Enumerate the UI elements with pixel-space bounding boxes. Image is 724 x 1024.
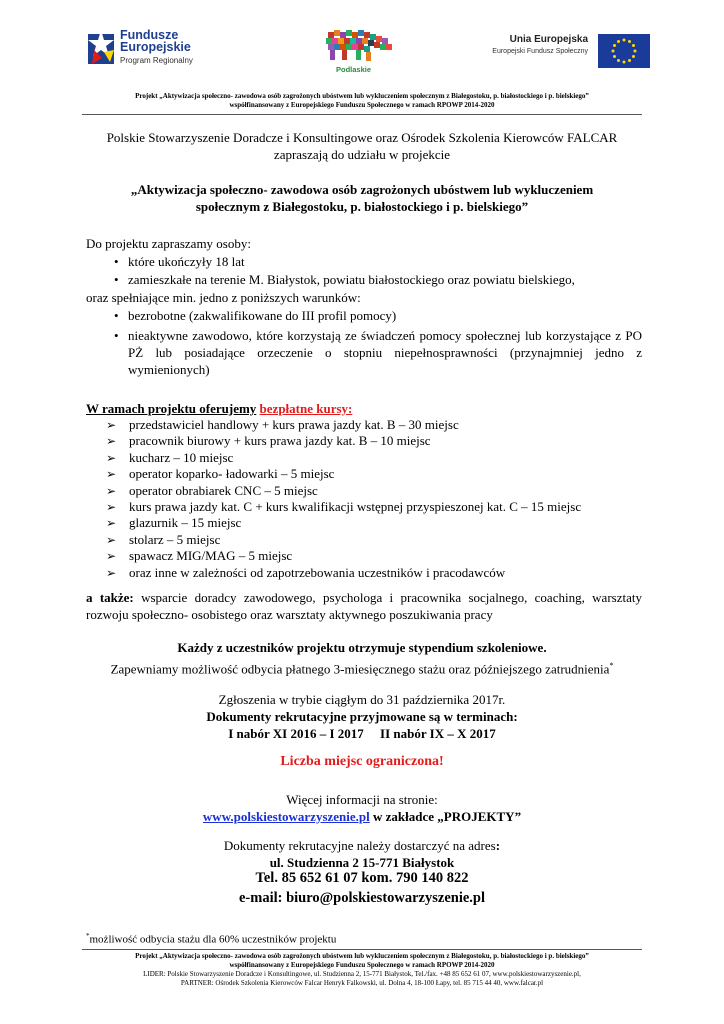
intro-line1: Polskie Stowarzyszenie Doradcze i Konsultingowe oraz Ośrodek Szkolenia Kierowców FALCAR [106, 130, 618, 145]
footer-line3: LIDER: Polskie Stowarzyszenie Doradcze i Konsultingowe, ul. Studzienna 2, 15-771 Białystok, Tel./fax. +48 85 652 61 07, www.polskiestowarzyszenie.pl, [143, 970, 581, 978]
contact-lead: Dokumenty rekrutacyjne należy dostarczyć na adres [223, 838, 496, 853]
contact-address: ul. Studzienna 2 15-771 Białystok [269, 855, 455, 870]
course-item-text: oraz inne w zależności od zapotrzebowania uczestników i pracodawców [129, 564, 506, 580]
course-item [106, 565, 646, 581]
condition-bullet-text: bezrobotne (zakwalifikowane do III profil pomocy) [128, 308, 397, 323]
bison-mosaic-icon [320, 28, 406, 66]
application-deadline: Zgłoszenia w trybie ciągłym do 31 października 2017r. [218, 692, 506, 707]
header-project-note [60, 92, 664, 110]
also-text: wsparcie doradcy zawodowego, psychologa i pracownika socjalnego, coaching, warsztaty rozwoju społeczno- osobistego oraz warsztaty aktywnego poszukiwania pracy [86, 590, 642, 622]
header-note-line1: Projekt „Aktywizacja społeczno- zawodowa osób zagrożonych ubóstwem lub wykluczeniem społecznym z Białegostoku, p. białostockiego i p. bielskiego” [135, 92, 589, 100]
limited-places: Liczba miejsc ograniczona! [280, 754, 444, 769]
course-item [106, 548, 646, 564]
contact-phone: Tel. 85 652 61 07 kom. 790 140 822 [255, 870, 469, 886]
course-item [106, 483, 646, 499]
arrow-bullet-icon: ➢ [106, 434, 117, 449]
course-item [106, 417, 646, 433]
podlaskie-label: Podlaskie [336, 65, 372, 74]
contact-email[interactable]: e-mail: biuro@polskiestowarzyszenie.pl [238, 890, 485, 906]
footer [40, 952, 684, 988]
arrow-bullet-icon: ➢ [106, 450, 117, 465]
bullet-dot-icon: • [114, 272, 119, 287]
course-item [106, 532, 646, 548]
recruitment-terms: Dokumenty rekrutacyjne przyjmowane są w terminach: [206, 709, 518, 724]
course-item-text: glazurnik – 15 miejsc [129, 515, 242, 531]
footer-divider [82, 949, 642, 950]
course-item-text: pracownik biurowy + kurs prawa jazdy kat. B – 10 miejsc [129, 433, 431, 449]
arrow-bullet-icon: ➢ [106, 467, 117, 482]
condition-bullet [114, 327, 642, 378]
bullet-dot-icon: • [114, 328, 119, 343]
website-link[interactable]: www.polskiestowarzyszenie.pl [202, 809, 370, 824]
eu-flag-icon [598, 34, 650, 68]
course-item-text: operator koparko- ładowarki – 5 miejsc [129, 466, 335, 482]
contact-lead-colon: : [495, 838, 501, 853]
intro-text [60, 129, 664, 163]
course-item [106, 433, 646, 449]
eligibility-bullet [114, 253, 642, 270]
arrow-bullet-icon: ➢ [106, 565, 117, 580]
courses-heading-free: bezpłatne kursy: [259, 401, 353, 416]
fe-logo-line2: Europejskie [120, 40, 191, 54]
arrow-bullet-icon: ➢ [106, 500, 117, 514]
course-item [106, 515, 646, 531]
course-item-text: operator obrabiarek CNC – 5 miejsc [129, 482, 318, 498]
footnote-text: możliwość odbycia stażu dla 60% uczestników projektu [89, 933, 337, 946]
fe-logo-line3: Program Regionalny [120, 56, 193, 65]
info-lead: Więcej informacji na stronie: [286, 792, 438, 807]
eligibility-bullet [114, 271, 642, 288]
footer-line4: PARTNER: Ośrodek Szkolenia Kierowców Falcar Henryk Falkowski, ul. Dolna 4, 18-100 Łapy, tel. 85 715 44 40, www.falcar.pl [180, 979, 544, 987]
course-item [106, 466, 646, 482]
course-item-text: przedstawiciel handlowy + kurs prawa jazdy kat. B – 30 miejsc [129, 417, 459, 432]
arrow-bullet-icon: ➢ [106, 418, 117, 432]
course-item-text: kurs prawa jazdy kat. C + kurs kwalifikacji wstępnej przyspieszonej kat. C – 15 miejsc [129, 499, 582, 514]
eligibility-bullet-text: zamieszkałe na terenie M. Białystok, powiatu białostockiego oraz powiatu bielskiego, [128, 272, 575, 287]
intro-line2: zapraszają do udziału w projekcie [273, 147, 451, 162]
courses-heading-text: W ramach projektu oferujemy [86, 401, 257, 416]
ue-logo-line2: Europejski Fundusz Społeczny [492, 48, 588, 55]
contact-lead-line [60, 837, 664, 854]
courses-heading [86, 400, 642, 417]
project-title [60, 181, 664, 215]
condition-bullet-text: nieaktywne zawodowo, które korzystają ze świadczeń pomocy społecznej lub korzystające z PO PŻ lub posiadające orzeczenie o stopniu niepełnosprawności (przynajmniej jedno z wymienionych) [128, 328, 642, 377]
arrow-bullet-icon: ➢ [106, 549, 117, 564]
also-label: a także: [86, 590, 134, 605]
course-item-text: spawacz MIG/MAG – 5 miejsc [129, 548, 293, 564]
internship-text: Zapewniamy możliwość odbycia płatnego 3-miesięcznego stażu oraz późniejszego zatrudnienia [110, 661, 610, 677]
bullet-dot-icon: • [114, 308, 119, 323]
recruitment-rounds: I nabór XI 2016 – I 2017 II nabór IX – X 2017 [228, 726, 496, 741]
footnote-mark: * [86, 932, 90, 940]
bullet-dot-icon: • [114, 254, 119, 269]
footnote [86, 929, 642, 947]
arrow-bullet-icon: ➢ [106, 532, 117, 547]
fe-logo-line1: Fundusze [120, 28, 179, 42]
info-suffix: w zakładce „PROJEKTY” [369, 809, 522, 824]
ue-logo-line1: Unia Europejska [509, 34, 588, 45]
info-link-line [60, 808, 664, 825]
internship-line [40, 657, 684, 677]
fe-star-icon [84, 28, 118, 68]
eligibility-lead: Do projektu zapraszamy osoby: [86, 236, 251, 251]
fundusze-europejskie-logo [84, 26, 214, 70]
course-item-text: stolarz – 5 miejsc [129, 531, 221, 547]
also-paragraph [86, 589, 642, 623]
project-title-line1: „Aktywizacja społeczno- zawodowa osób zagrożonych ubóstwem lub wykluczeniem [130, 182, 594, 197]
header-divider [82, 114, 642, 115]
arrow-bullet-icon: ➢ [106, 516, 117, 531]
stipend-headline: Każdy z uczestników projektu otrzymuje stypendium szkoleniowe. [177, 640, 547, 655]
unia-europejska-logo [492, 34, 652, 68]
arrow-bullet-icon: ➢ [106, 483, 117, 498]
course-item [106, 450, 646, 466]
internship-footnote-mark: * [609, 661, 614, 670]
header-note-line2: współfinansowany z Europejskiego Funduszu Społecznego w ramach RPOWP 2014-2020 [229, 101, 495, 109]
condition-bullet [114, 307, 642, 324]
eligibility-bullet-text: które ukończyły 18 lat [128, 254, 245, 269]
course-item-text: kucharz – 10 miejsc [129, 449, 234, 465]
eligibility-middle: oraz spełniające min. jedno z poniższych warunków: [86, 290, 361, 305]
project-title-line2: społecznym z Białegostoku, p. białostockiego i p. bielskiego” [195, 199, 529, 214]
footer-line2: współfinansowany z Europejskiego Funduszu Społecznego w ramach RPOWP 2014-2020 [229, 961, 495, 969]
course-item [106, 499, 646, 515]
podlaskie-logo [320, 28, 406, 78]
footer-line1: Projekt „Aktywizacja społeczno- zawodowa osób zagrożonych ubóstwem lub wykluczeniem społecznym z Białegostoku, p. białostockiego i p. bielskiego” [135, 952, 589, 960]
